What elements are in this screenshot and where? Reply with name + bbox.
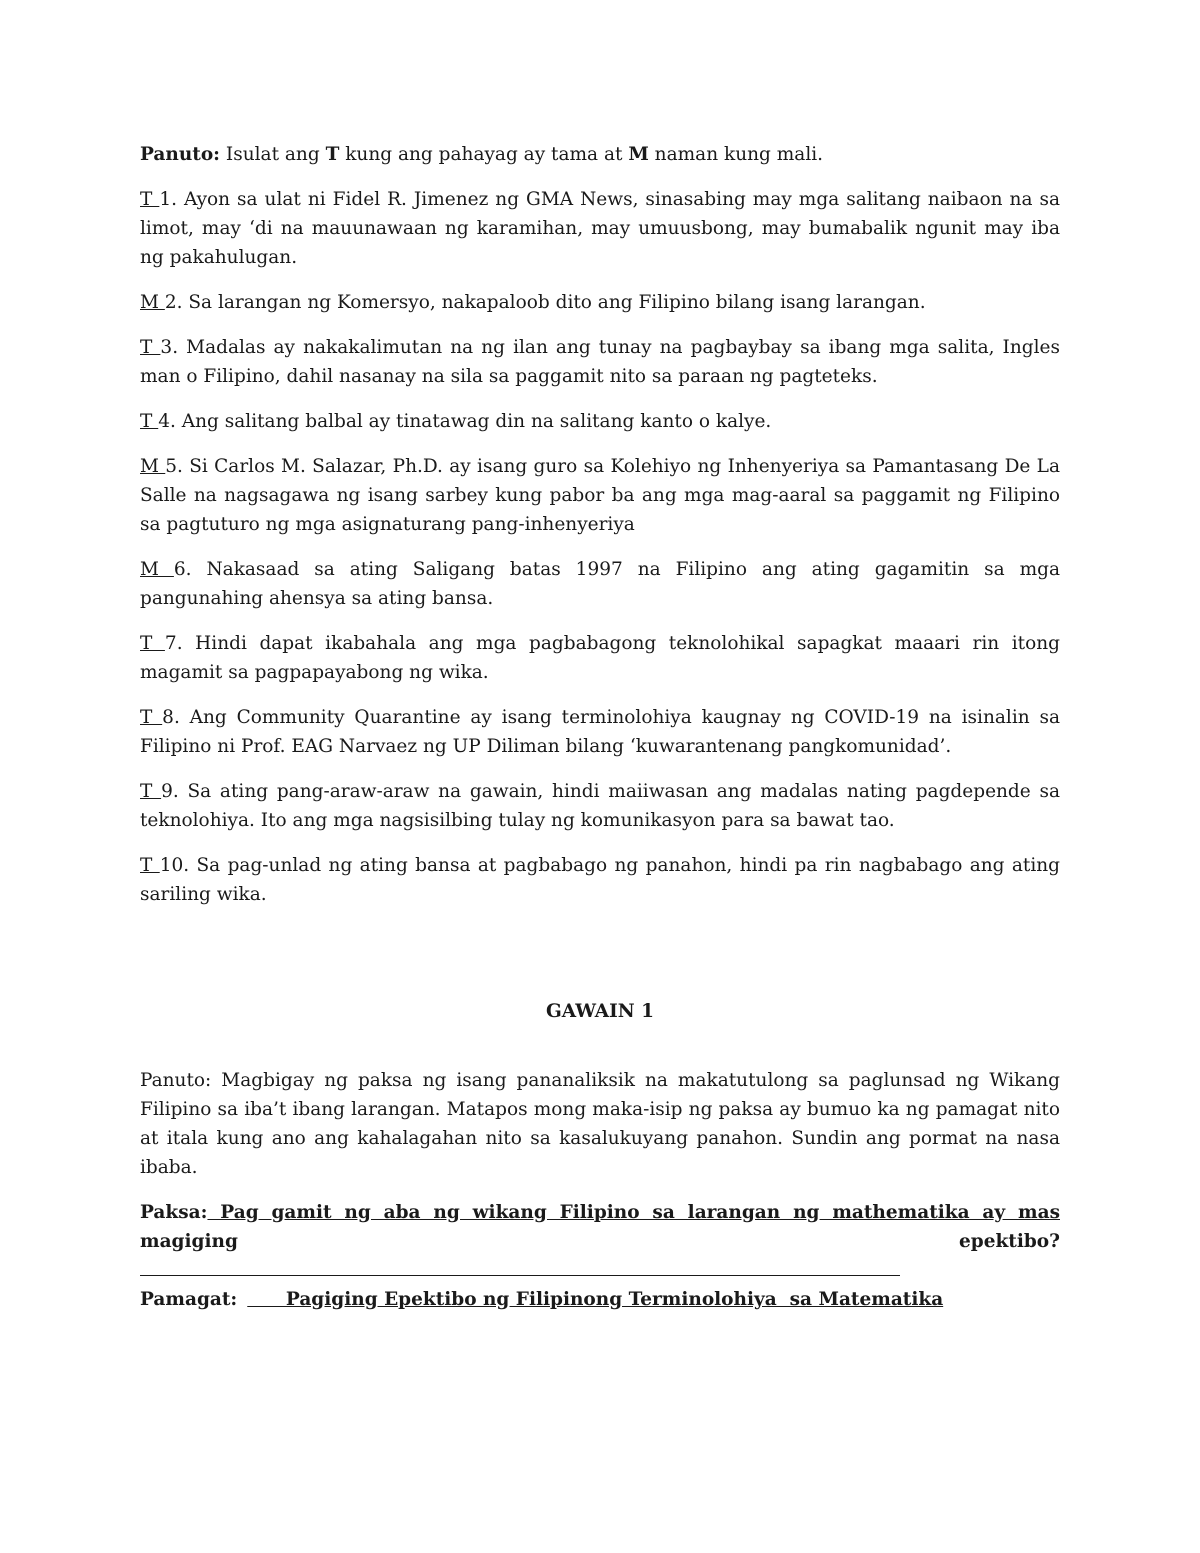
question-item-2 <box>140 288 1060 317</box>
question-text: 9. Sa ating pang-araw-araw na gawain, hindi maiiwasan ang madalas nating pagdepende sa teknolohiya. Ito ang mga nagsisilbing tulay ng komunikasyon para sa bawat tao. <box>140 781 1060 831</box>
answer-mark: M <box>140 292 165 313</box>
paksa-field <box>140 1198 1060 1285</box>
instructions-paragraph <box>140 140 1060 169</box>
false-letter: M <box>628 144 649 165</box>
question-text: 1. Ayon sa ulat ni Fidel R. Jimenez ng GMA News, sinasabing may mga salitang naibaon na sa limot, may ‘di na mauunawaan ng karamihan, may umuusbong, may bumabalik ngunit may iba ng pakahulugan. <box>140 189 1060 268</box>
pamagat-label: Pamagat: <box>140 1289 238 1310</box>
question-item-8 <box>140 703 1060 761</box>
instructions-text-1: Isulat ang <box>220 144 326 165</box>
instructions-text-3: naman kung mali. <box>648 144 824 165</box>
question-item-10 <box>140 851 1060 909</box>
answer-mark: T <box>140 855 160 876</box>
question-text: 2. Sa larangan ng Komersyo, nakapaloob dito ang Filipino bilang isang larangan. <box>164 292 926 313</box>
paksa-tail: magiging epektibo? <box>140 1231 1060 1252</box>
question-text: 3. Madalas ay nakakalimutan na ng ilan ang tunay na pagbaybay sa ibang mga salita, Ingles man o Filipino, dahil nasanay na sila sa paggamit nito sa paraan ng pagteteks. <box>140 337 1060 387</box>
document-page <box>140 140 1060 1314</box>
question-item-3 <box>140 333 1060 391</box>
answer-mark: T <box>140 633 165 654</box>
question-text: 8. Ang Community Quarantine ay isang terminolohiya kaugnay ng COVID-19 na isinalin sa Filipino ni Prof. EAG Narvaez ng UP Diliman bilang ‘kuwarantenang pangkomunidad’. <box>140 707 1060 757</box>
answer-mark: M <box>140 456 166 477</box>
question-text: 5. Si Carlos M. Salazar, Ph.D. ay isang guro sa Kolehiyo ng Inhenyeriya sa Pamantasang De La Salle na nagsagawa ng isang sarbey kung pabor ba ang mga mag-aaral sa paggamit ng Filipino sa pagtuturo ng mga asignaturang pang-inhenyeriya <box>140 456 1060 535</box>
answer-mark: T <box>140 337 161 358</box>
instructions-text-2: kung ang pahayag ay tama at <box>339 144 629 165</box>
pamagat-value: Pagiging Epektibo ng Filipinong Terminolohiya sa Matematika <box>247 1289 944 1310</box>
paksa-value: Pag gamit ng aba ng wikang Filipino sa larangan ng mathematika ay mas <box>207 1202 1060 1223</box>
activity-instructions: Panuto: Magbigay ng paksa ng isang pananaliksik na makatutulong sa paglunsad ng Wikang Filipino sa iba’t ibang larangan. Matapos mong maka-isip ng paksa ay bumuo ka ng pamagat nito at itala kung ano ang kahalagahan nito sa kasalukuyang panahon. Sundin ang pormat na nasa ibaba. <box>140 1070 1060 1178</box>
answer-mark: T <box>140 189 160 210</box>
instructions-label: Panuto: <box>140 144 221 165</box>
question-text: 6. Nakasaad sa ating Saligang batas 1997 na Filipino ang ating gagamitin sa mga pangunahing ahensya sa ating bansa. <box>140 559 1060 609</box>
question-text: 4. Ang salitang balbal ay tinatawag din na salitang kanto o kalye. <box>158 411 772 432</box>
answer-mark: T <box>140 781 162 802</box>
activity-heading: GAWAIN 1 <box>545 1001 655 1022</box>
paksa-label: Paksa: <box>140 1202 208 1223</box>
answer-mark: T <box>140 411 159 432</box>
question-item-1 <box>140 185 1060 272</box>
true-letter: T <box>325 144 340 165</box>
question-text: 10. Sa pag-unlad ng ating bansa at pagbabago ng panahon, hindi pa rin nagbabago ang ating sariling wika. <box>140 855 1060 905</box>
question-text: 7. Hindi dapat ikabahala ang mga pagbabagong teknolohikal sapagkat maaari rin itong magamit sa pagpapayabong ng wika. <box>140 633 1060 683</box>
pamagat-field <box>140 1285 1060 1314</box>
question-item-4 <box>140 407 1060 436</box>
paksa-underline <box>140 1257 900 1276</box>
answer-mark: T <box>140 707 163 728</box>
answer-mark: M <box>140 559 174 580</box>
question-item-6 <box>140 555 1060 613</box>
question-item-5 <box>140 452 1060 539</box>
question-item-9 <box>140 777 1060 835</box>
question-item-7 <box>140 629 1060 687</box>
